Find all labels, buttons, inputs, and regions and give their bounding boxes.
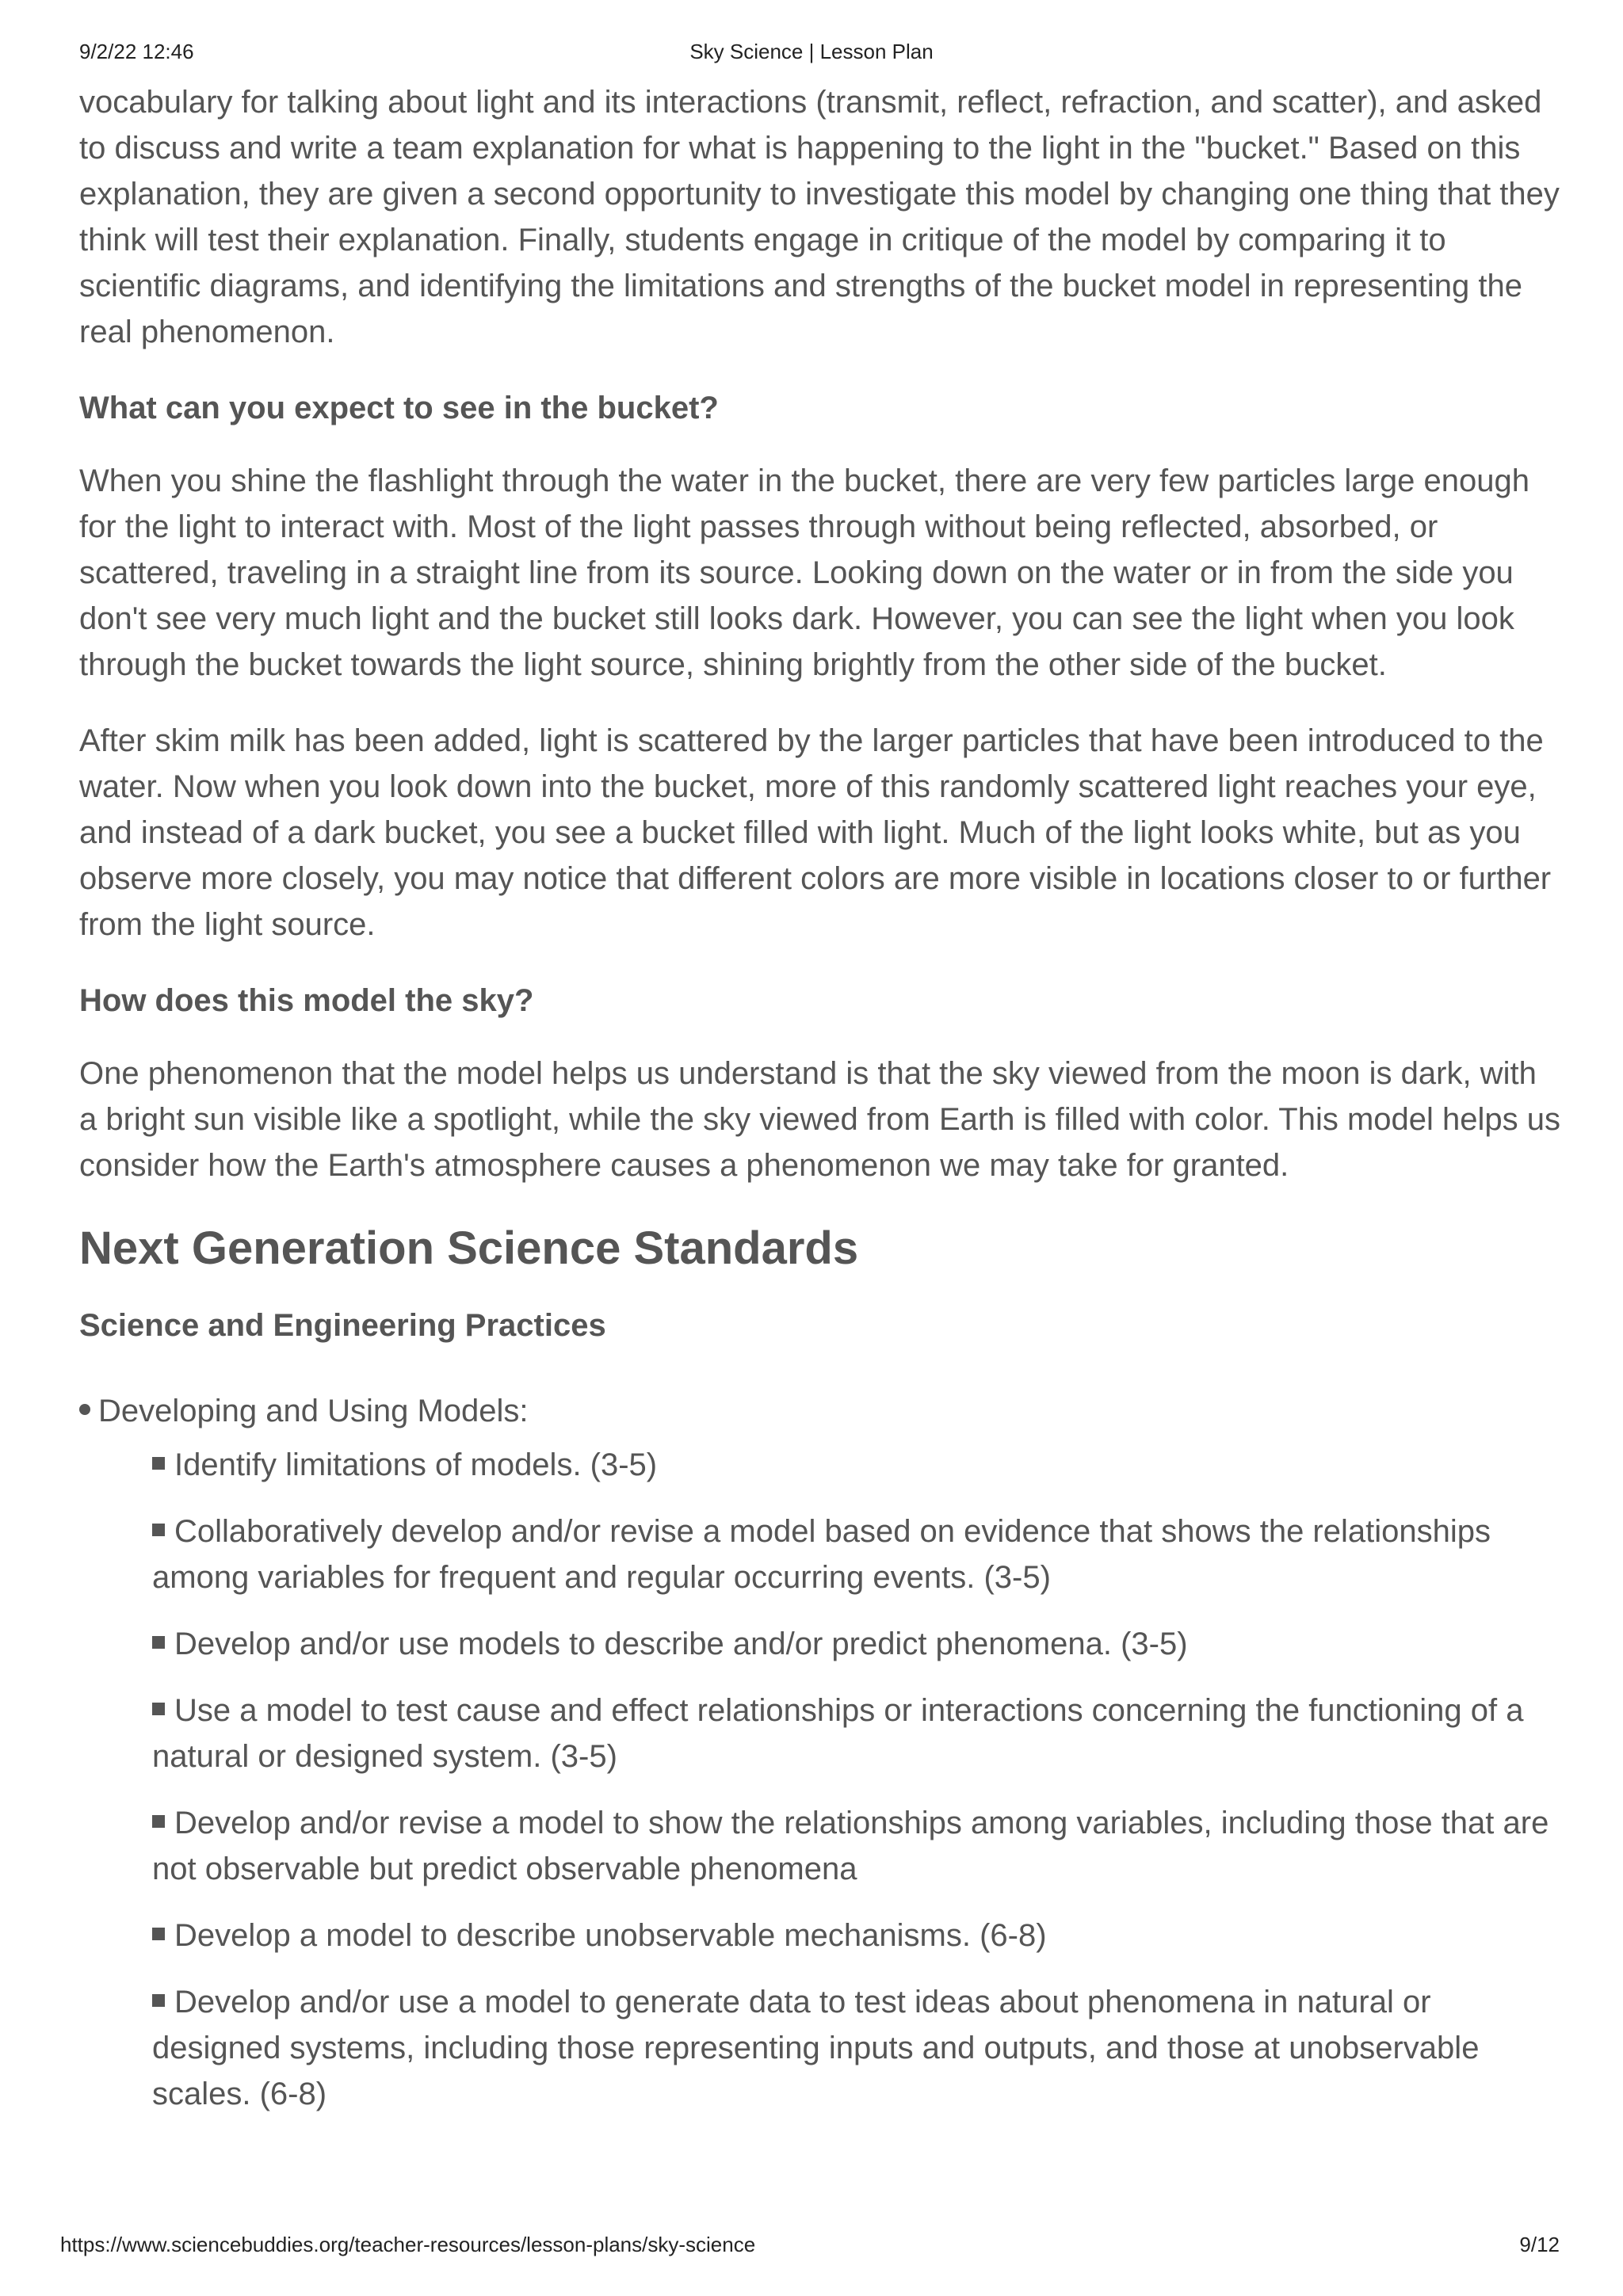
practice-subitem <box>152 1442 1561 1488</box>
expect-paragraph-2: After skim milk has been added, light is scattered by the larger particles that have been introduced to the water. Now when you look down into the bucket, more of this randomly scattered light reaches your eye, and instead of a dark bucket, you see a bucket filled with light. Much of the light looks white, but as you observe more closely, you may notice that different colors are more visible in locations closer to or further from the light source. <box>79 723 1552 942</box>
practices-heading: Science and Engineering Practices <box>79 1308 606 1343</box>
practice-subitem-text: Develop a model to describe unobservable mechanisms. (6-8) <box>174 1918 1047 1953</box>
print-header <box>79 40 1544 67</box>
square-bullet-icon <box>152 1815 165 1828</box>
print-footer <box>60 2233 1560 2260</box>
square-bullet-icon <box>152 1703 165 1715</box>
practice-subitem <box>152 1800 1561 1892</box>
square-bullet-icon <box>152 1457 165 1470</box>
practice-subitem <box>152 1621 1561 1667</box>
practice-subitem-text: Develop and/or use a model to generate data to test ideas about phenomena in natural or designed systems, including those representing inputs and outputs, and those at unobservable scales. (6-8) <box>152 1985 1480 2111</box>
practices-list <box>79 1388 1561 2117</box>
model-sky-heading: How does this model the sky? <box>79 983 534 1018</box>
practice-subitem <box>152 1688 1561 1779</box>
print-datetime: 9/2/22 12:46 <box>79 40 194 63</box>
bullet-icon <box>79 1404 90 1415</box>
practice-item <box>79 1388 1561 2117</box>
practice-subitem <box>152 1979 1561 2117</box>
source-url[interactable]: https://www.sciencebuddies.org/teacher-resources/lesson-plans/sky-science <box>60 2233 756 2256</box>
expect-paragraph-1: When you shine the flashlight through the water in the bucket, there are very few particles large enough for the light to interact with. Most of the light passes through without being reflected, absorbed, or scattered, traveling in a straight line from its source. Looking down on the water or in from the side you don't see very much light and the bucket still looks dark. However, you can see the light when you look through the bucket towards the light source, shining brightly from the other side of the bucket. <box>79 463 1529 682</box>
square-bullet-icon <box>152 1928 165 1940</box>
ngss-heading: Next Generation Science Standards <box>79 1222 859 1274</box>
lesson-content <box>79 79 1561 2138</box>
model-sky-paragraph: One phenomenon that the model helps us understand is that the sky viewed from the moon is dark, with a bright sun visible like a spotlight, while the sky viewed from Earth is filled with color. This model helps us consider how the Earth's atmosphere causes a phenomenon we may take for granted. <box>79 1056 1561 1183</box>
practice-subitem-text: Collaboratively develop and/or revise a model based on evidence that shows the relationships among variables for frequent and regular occurring events. (3-5) <box>152 1514 1491 1595</box>
practice-label: Developing and Using Models: <box>98 1394 529 1428</box>
practice-subitem <box>152 1508 1561 1600</box>
practice-subitem-text: Use a model to test cause and effect relationships or interactions concerning the functioning of a natural or designed system. (3-5) <box>152 1693 1524 1774</box>
print-page-title: Sky Science | Lesson Plan <box>689 40 934 63</box>
practice-label-row <box>79 1388 1561 1434</box>
page-number: 9/12 <box>1519 2233 1560 2256</box>
expect-heading: What can you expect to see in the bucket? <box>79 391 719 425</box>
practice-subitem <box>152 1913 1561 1958</box>
practice-subitem-text: Identify limitations of models. (3-5) <box>174 1447 658 1482</box>
practice-subitem-text: Develop and/or revise a model to show the relationships among variables, including those that are not observable but predict observable phenomena <box>152 1806 1549 1886</box>
square-bullet-icon <box>152 1636 165 1649</box>
square-bullet-icon <box>152 1524 165 1536</box>
intro-paragraph: vocabulary for talking about light and its interactions (transmit, reflect, refraction, and scatter), and asked to discuss and write a team explanation for what is happening to the light in the "bucket." Based on this explanation, they are given a second opportunity to investigate this model by changing one thing that they think will test their explanation. Finally, students engage in critique of the model by comparing it to scientific diagrams, and identifying the limitations and strengths of the bucket model in representing the real phenomenon. <box>79 85 1560 349</box>
square-bullet-icon <box>152 1994 165 2007</box>
practice-subitem-text: Develop and/or use models to describe and/or predict phenomena. (3-5) <box>174 1627 1188 1661</box>
practice-subitems <box>79 1442 1561 2117</box>
